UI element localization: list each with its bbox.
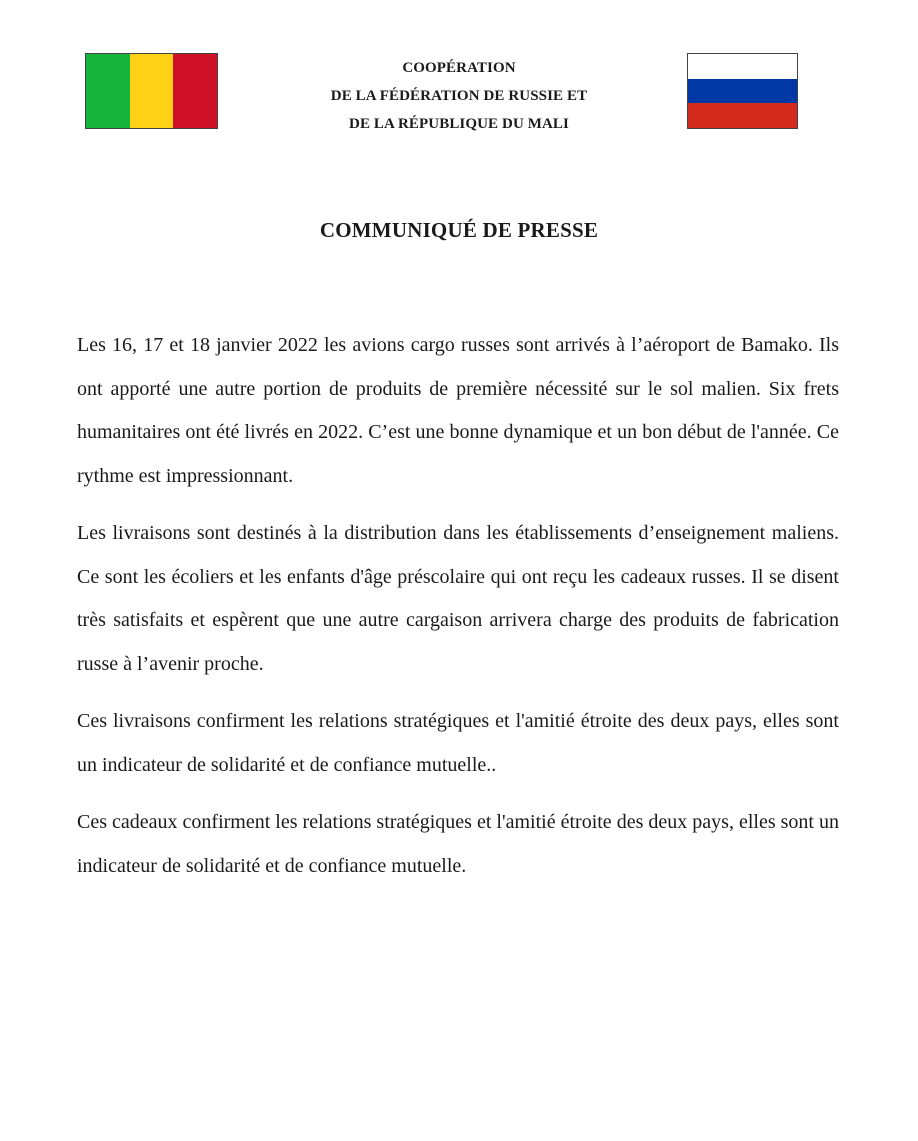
russia-flag-red-stripe <box>688 103 797 128</box>
mali-flag-red-band <box>173 54 217 128</box>
paragraph-4: Ces cadeaux confirment les relations stratégiques et l'amitié étroite des deux pays, elles sont un indicateur de solidarité et de confiance mutuelle. <box>77 811 839 877</box>
russia-flag-blue-stripe <box>688 79 797 104</box>
russia-flag-white-stripe <box>688 54 797 79</box>
paragraph-3: Ces livraisons confirment les relations stratégiques et l'amitié étroite des deux pays, elles sont un indicateur de solidarité et de confiance mutuelle.. <box>77 710 839 776</box>
header-line-1: COOPÉRATION <box>402 60 516 76</box>
header-line-2: DE LA FÉDÉRATION DE RUSSIE ET <box>330 88 588 104</box>
header-line-3: DE LA RÉPUBLIQUE DU MALI <box>349 116 569 132</box>
page-title: COMMUNIQUÉ DE PRESSE <box>319 218 599 242</box>
mali-flag-yellow-band <box>130 54 174 128</box>
russia-flag-icon <box>687 53 798 129</box>
document-body <box>77 324 839 902</box>
document-header <box>260 54 658 138</box>
paragraph-2: Les livraisons sont destinés à la distribution dans les établissements d’enseignement maliens. Ce sont les écoliers et les enfants d'âge préscolaire qui ont reçu les cadeaux russes. Il se disent très satisfaits et espèrent que une autre cargaison arrivera charge des produits de fabrication russe à l’avenir proche. <box>77 522 839 675</box>
mali-flag-icon <box>85 53 218 129</box>
mali-flag-green-band <box>86 54 130 128</box>
paragraph-1: Les 16, 17 et 18 janvier 2022 les avions cargo russes sont arrivés à l’aéroport de Bamako. Ils ont apporté une autre portion de produits de première nécessité sur le sol malien. Six frets humanitaires ont été livrés en 2022. C’est une bonne dynamique et un bon début de l'année. Ce rythme est impressionnant. <box>77 334 839 487</box>
